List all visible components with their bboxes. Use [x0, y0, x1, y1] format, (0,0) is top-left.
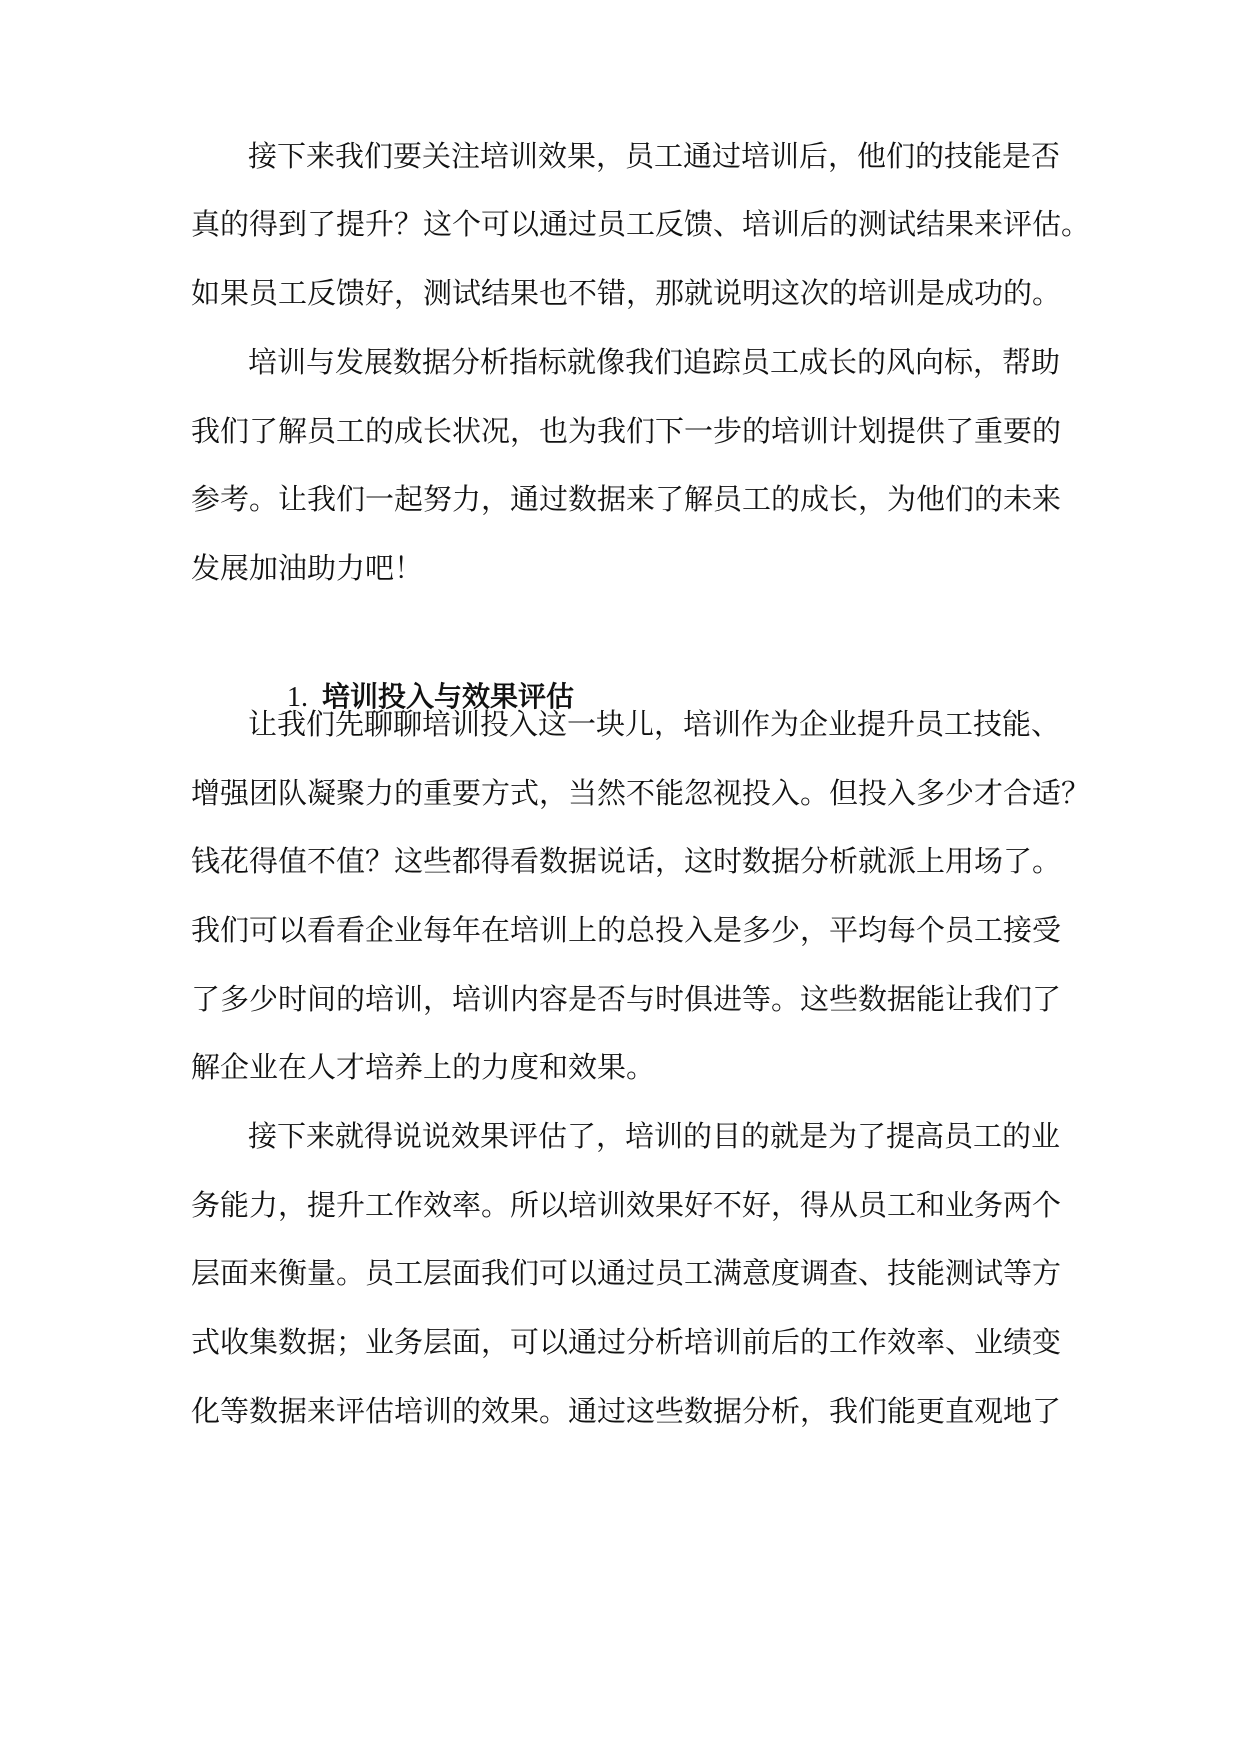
paragraph-2-line-4: 发展加油助力吧！: [191, 551, 424, 585]
paragraph-4-line-5: 化等数据来评估培训的效果。通过这些数据分析，我们能更直观地了: [191, 1394, 1062, 1428]
paragraph-2-line-1: 培训与发展数据分析指标就像我们追踪员工成长的风向标，帮助: [248, 345, 1061, 379]
paragraph-4-line-2: 务能力，提升工作效率。所以培训效果好不好，得从员工和业务两个: [191, 1188, 1062, 1222]
paragraph-4-line-4: 式收集数据；业务层面，可以通过分析培训前后的工作效率、业绩变: [191, 1325, 1062, 1359]
paragraph-3-line-1: 让我们先聊聊培训投入这一块儿，培训作为企业提升员工技能、: [248, 707, 1061, 741]
section-heading-number: 1.: [287, 682, 308, 713]
paragraph-2-line-3: 参考。让我们一起努力，通过数据来了解员工的成长，为他们的未来: [191, 482, 1062, 516]
section-heading-title: 培训投入与效果评估: [322, 680, 575, 713]
paragraph-4-line-3: 层面来衡量。员工层面我们可以通过员工满意度调查、技能测试等方: [191, 1256, 1062, 1290]
paragraph-1-line-2: 真的得到了提升？这个可以通过员工反馈、培训后的测试结果来评估。: [191, 207, 1091, 241]
paragraph-4-line-1: 接下来就得说说效果评估了，培训的目的就是为了提高员工的业: [248, 1119, 1061, 1153]
paragraph-3-line-5: 了多少时间的培训，培训内容是否与时俱进等。这些数据能让我们了: [191, 982, 1062, 1016]
paragraph-3-line-4: 我们可以看看企业每年在培训上的总投入是多少，平均每个员工接受: [191, 913, 1062, 947]
paragraph-1-line-3: 如果员工反馈好，测试结果也不错，那就说明这次的培训是成功的。: [191, 276, 1062, 310]
paragraph-2-line-2: 我们了解员工的成长状况，也为我们下一步的培训计划提供了重要的: [191, 414, 1062, 448]
paragraph-3-line-3: 钱花得值不值？这些都得看数据说话，这时数据分析就派上用场了。: [191, 844, 1062, 878]
paragraph-3-line-2: 增强团队凝聚力的重要方式，当然不能忽视投入。但投入多少才合适？: [191, 776, 1091, 810]
paragraph-3-line-6: 解企业在人才培养上的力度和效果。: [191, 1050, 656, 1084]
paragraph-1-line-1: 接下来我们要关注培训效果，员工通过培训后，他们的技能是否: [248, 139, 1061, 173]
